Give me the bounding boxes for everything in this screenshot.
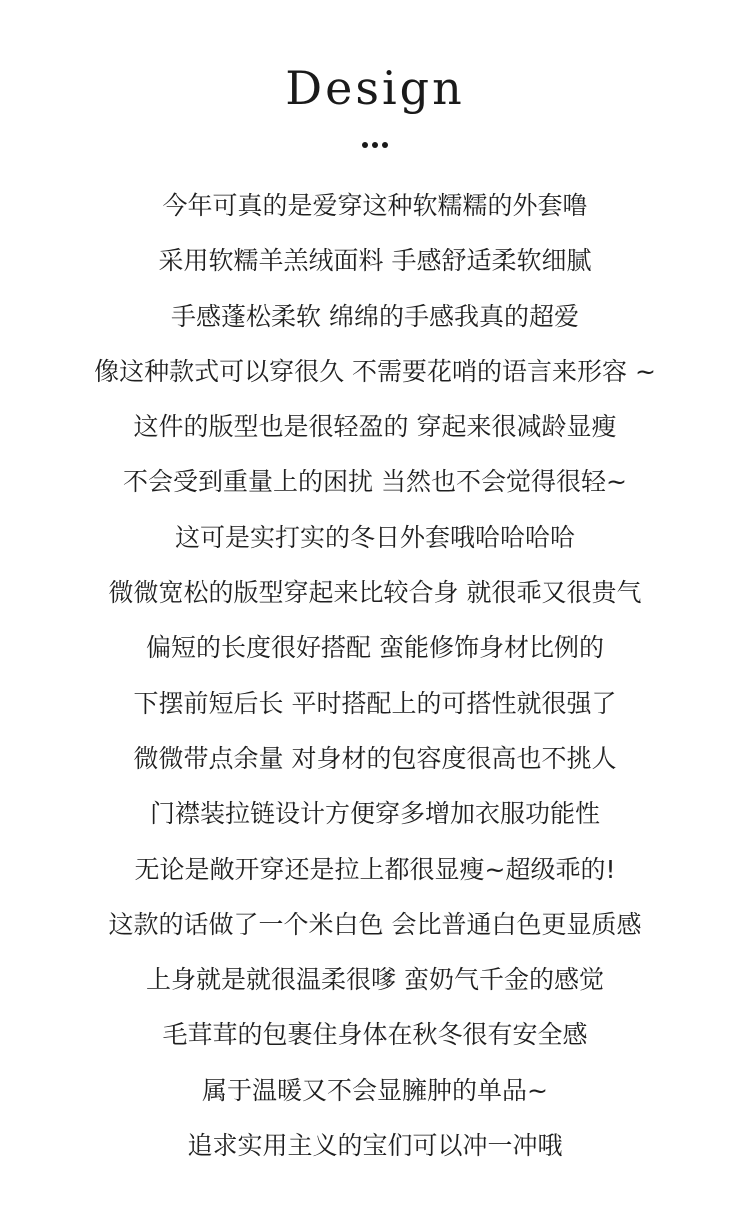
divider-dot (382, 142, 388, 148)
description-line: 这款的话做了一个米白色 会比普通白色更显质感 (108, 909, 642, 939)
description-line: 属于温暖又不会显臃肿的单品~ (202, 1075, 548, 1105)
section-title: Design (285, 61, 465, 115)
description-text-block (0, 178, 750, 1173)
description-line: 门襟装拉链设计方便穿多增加衣服功能性 (149, 799, 600, 829)
description-line: 下摆前短后长 平时搭配上的可搭性就很强了 (133, 688, 617, 718)
ellipsis-divider-icon (0, 142, 750, 152)
description-line: 采用软糯羊羔绒面料 手感舒适柔软细腻 (158, 246, 592, 276)
description-line: 微微宽松的版型穿起来比较合身 就很乖又很贵气 (108, 578, 642, 608)
description-line: 手感蓬松柔软 绵绵的手感我真的超爱 (171, 301, 579, 331)
description-line: 像这种款式可以穿很久 不需要花哨的语言来形容 ~ (94, 356, 656, 386)
description-line: 不会受到重量上的困扰 当然也不会觉得很轻~ (123, 467, 627, 497)
description-line: 偏短的长度很好搭配 蛮能修饰身材比例的 (146, 633, 604, 663)
description-line: 今年可真的是爱穿这种软糯糯的外套噜 (162, 191, 588, 220)
description-line: 微微带点余量 对身材的包容度很高也不挑人 (133, 743, 617, 773)
divider-dot (362, 142, 368, 148)
description-line: 这可是实打实的冬日外套哦哈哈哈哈 (174, 522, 575, 552)
description-line: 这件的版型也是很轻盈的 穿起来很减龄显瘦 (133, 412, 617, 442)
description-line: 无论是敞开穿还是拉上都很显瘦~超级乖的! (134, 854, 616, 884)
description-line: 毛茸茸的包裹住身体在秋冬很有安全感 (162, 1020, 588, 1050)
divider-dot (372, 142, 378, 148)
description-line: 追求实用主义的宝们可以冲一冲哦 (187, 1131, 563, 1161)
description-line: 上身就是就很温柔很嗲 蛮奶气千金的感觉 (146, 965, 604, 995)
